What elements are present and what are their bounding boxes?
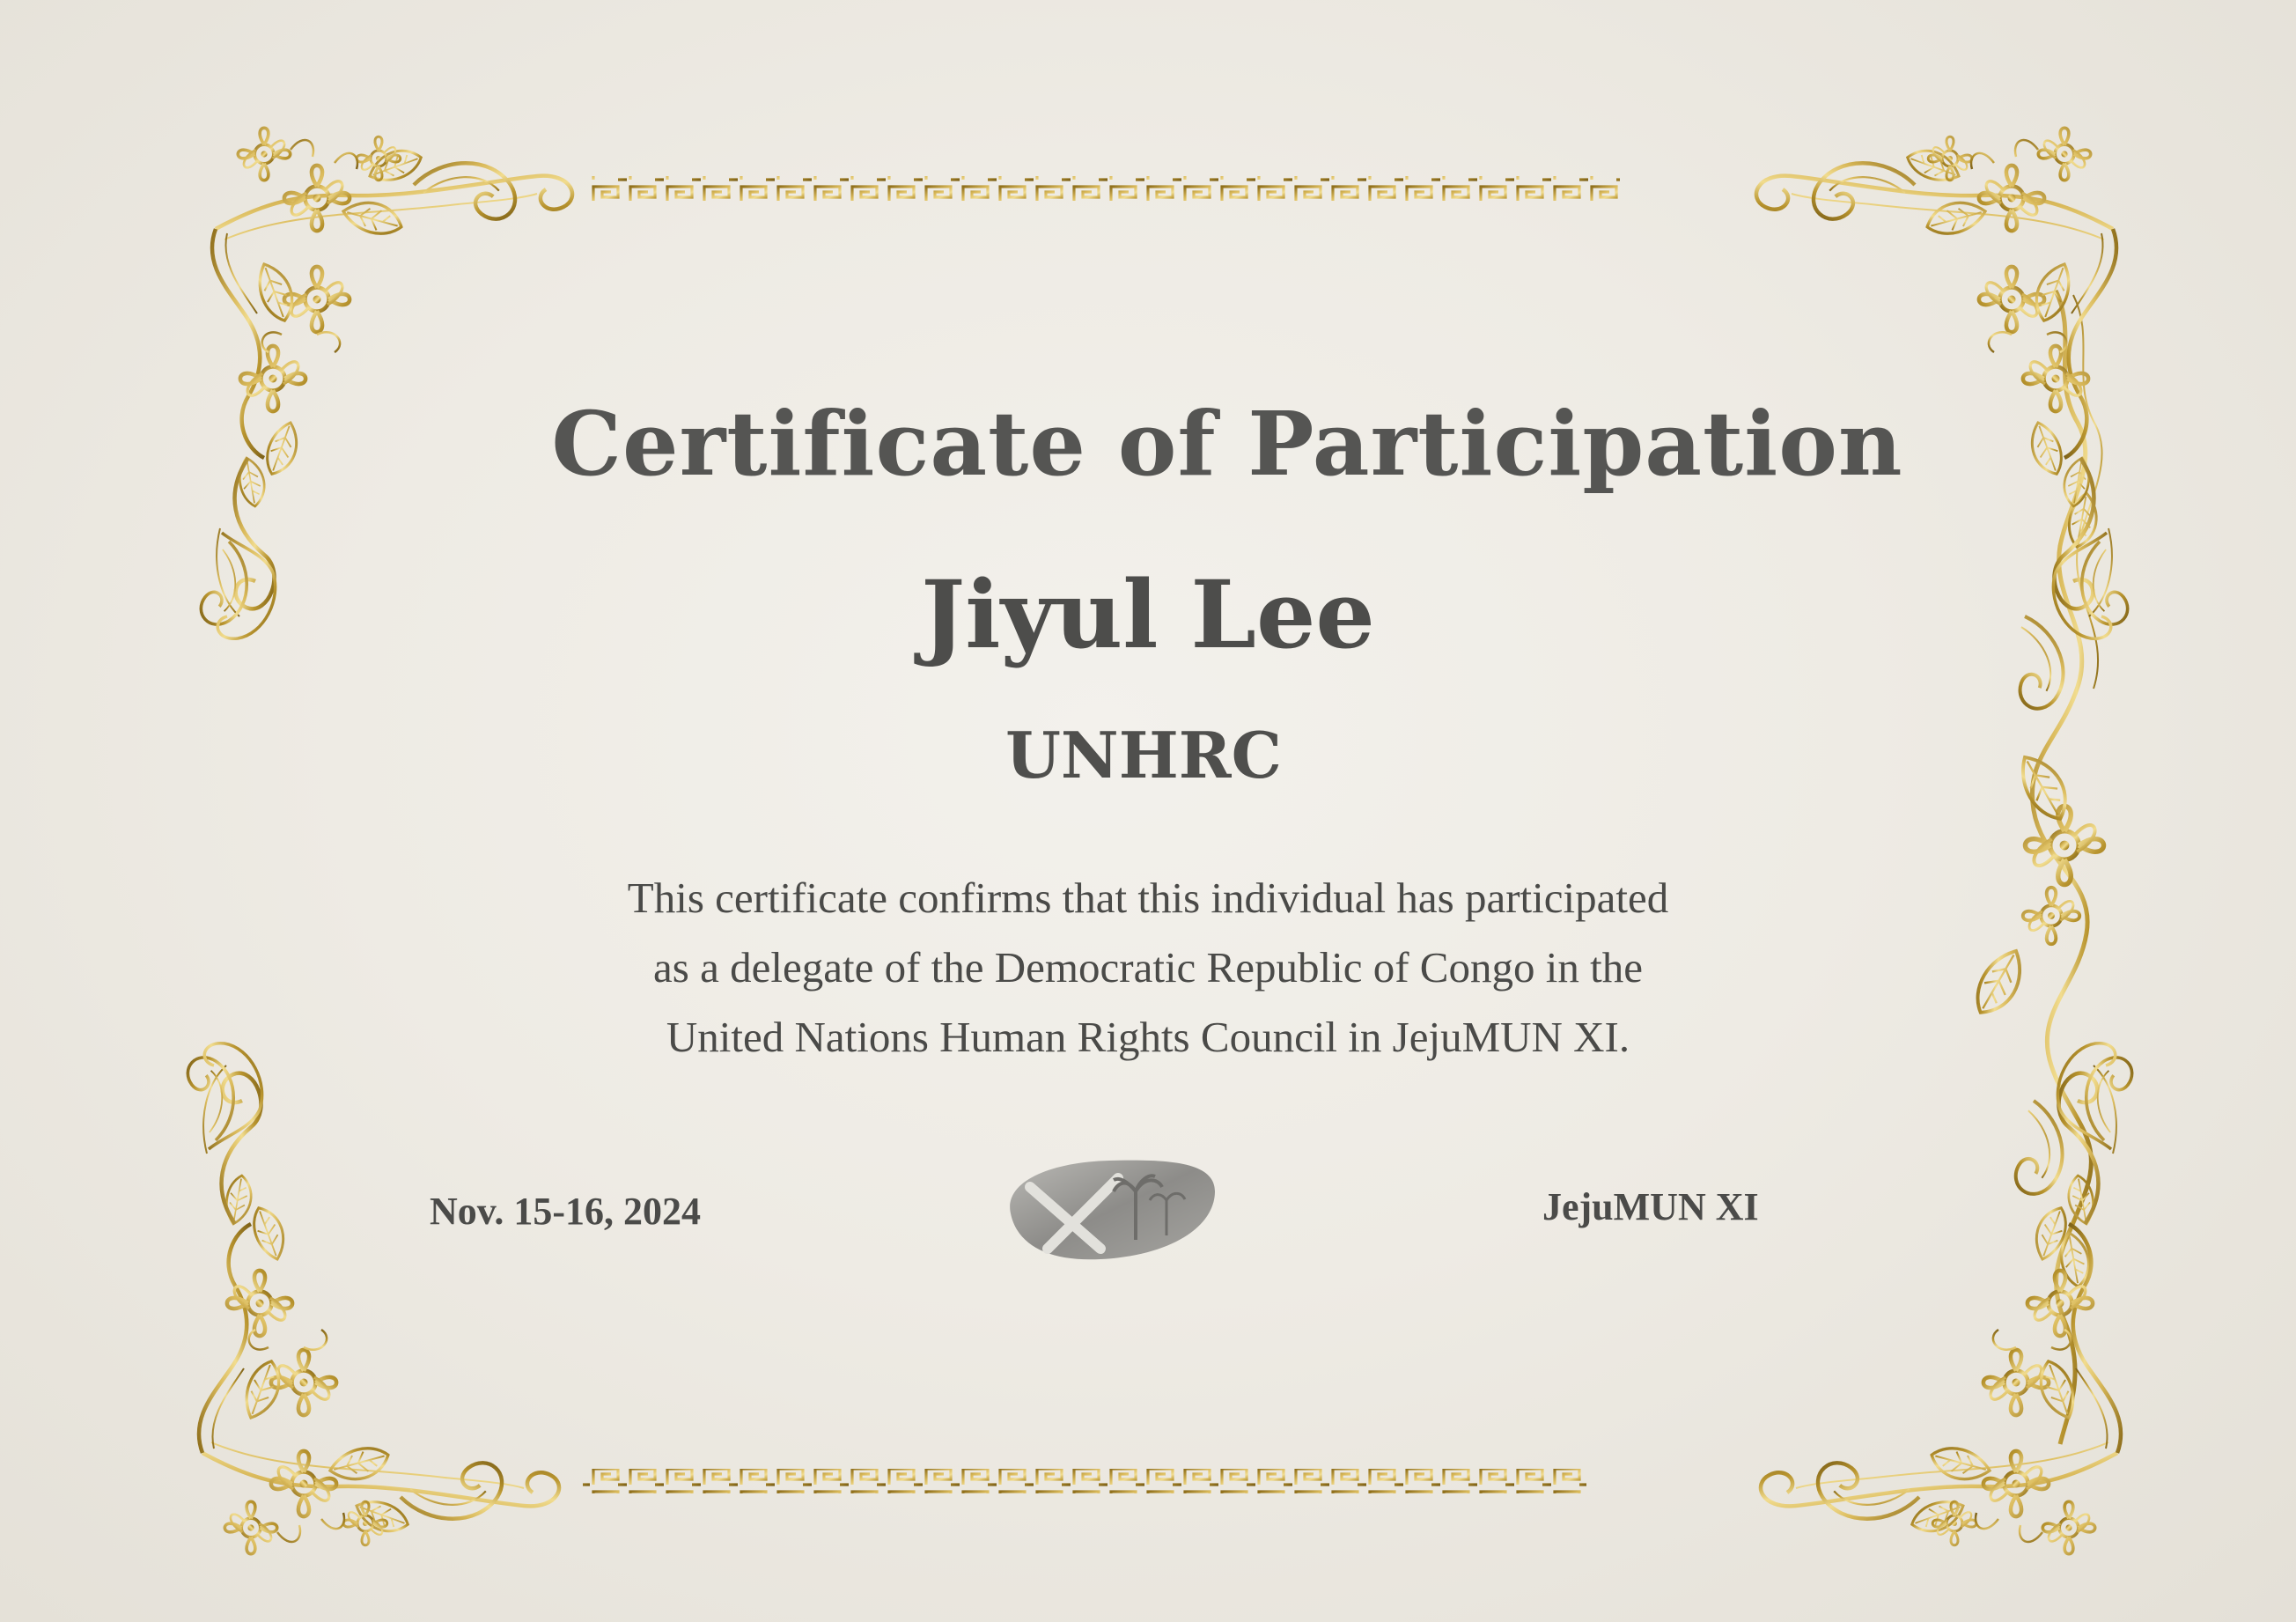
- recipient-name: Jiyul Lee: [921, 559, 1375, 669]
- certificate-title: Certificate of Participation: [551, 392, 1903, 496]
- emblem-seal-icon: [995, 1152, 1225, 1266]
- certificate-body: [0, 863, 2296, 1072]
- top-meander-band: [592, 176, 1620, 201]
- bottom-meander-band: [583, 1469, 1586, 1493]
- event-date: Nov. 15-16, 2024: [430, 1190, 701, 1233]
- body-line-2: as a delegate of the Democratic Republic of Congo in the: [653, 943, 1643, 992]
- committee-name: UNHRC: [1005, 718, 1282, 793]
- body-line-1: This certificate confirms that this individual has participated: [627, 874, 1669, 922]
- body-line-3: United Nations Human Rights Council in JejuMUN XI.: [666, 1013, 1630, 1061]
- bottom-left-floral-corner-icon: [188, 1043, 559, 1554]
- signature-label: JejuMUN XI: [1542, 1185, 1759, 1228]
